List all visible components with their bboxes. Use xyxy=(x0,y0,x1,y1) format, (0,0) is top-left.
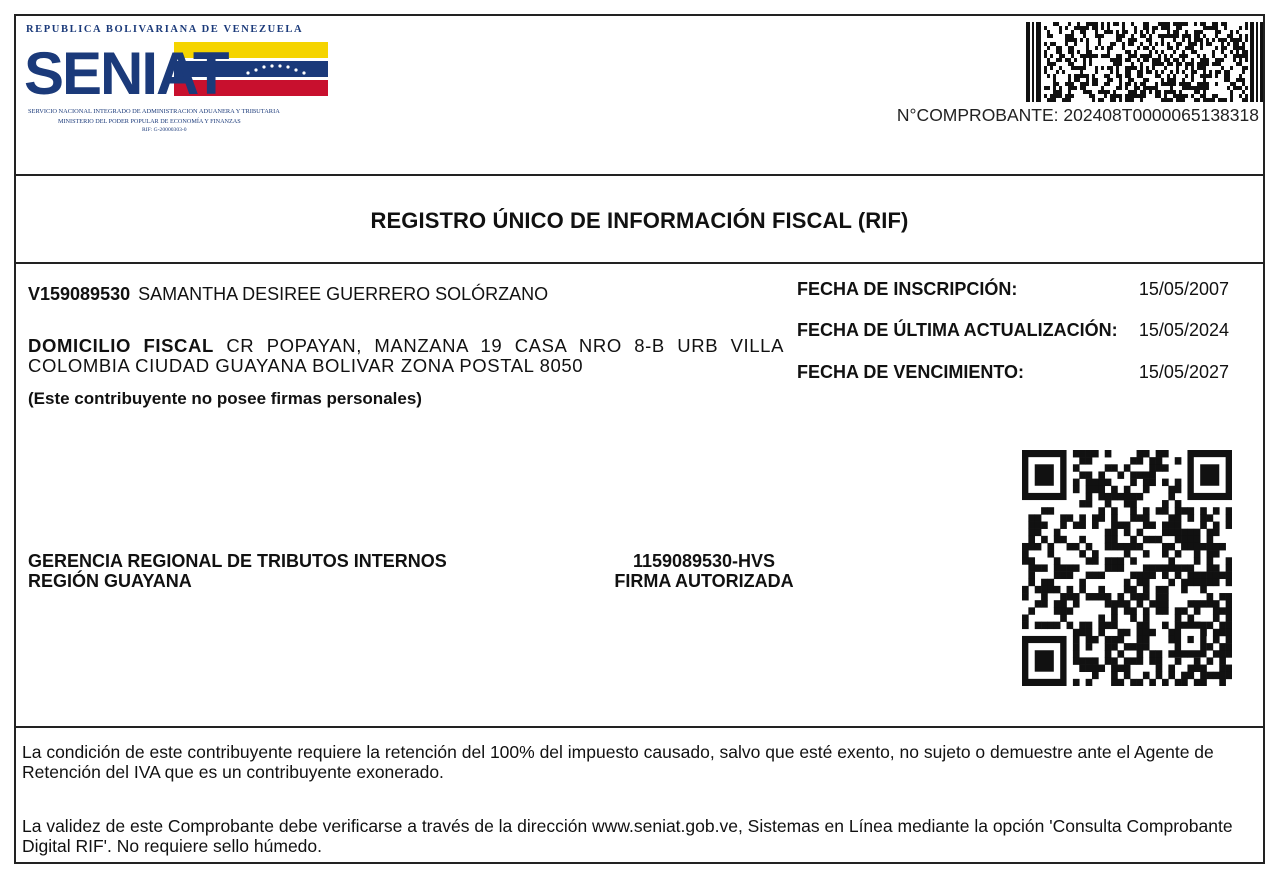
qr-code-icon xyxy=(1022,450,1232,686)
retention-notice: La condición de este contribuyente requiere la retención del 100% del impuesto causado, salvo que esté exento, no sujeto o demuestre ante el Agente de Retención del IVA que es un contribuyente exonerado. xyxy=(22,742,1214,782)
comprobante-number: N°COMPROBANTE: 202408T0000065138318 xyxy=(896,105,1259,125)
logo-acronym: SENIAT xyxy=(24,40,228,102)
regional-office-line2: REGIÓN GUAYANA xyxy=(28,571,192,591)
divider xyxy=(14,726,1265,728)
date-label-vencimiento: FECHA DE VENCIMIENTO: xyxy=(797,362,1025,382)
date-value-inscripcion: 15/05/2007 xyxy=(1138,279,1229,299)
regional-office xyxy=(28,551,447,591)
document-title: REGISTRO ÚNICO DE INFORMACIÓN FISCAL (RIF) xyxy=(370,208,909,233)
fiscal-address xyxy=(28,336,784,376)
barcode-icon xyxy=(1026,22,1263,102)
signature-code: 1159089530-HVS xyxy=(632,551,776,571)
date-label-actualizacion: FECHA DE ÚLTIMA ACTUALIZACIÓN: xyxy=(797,320,1118,340)
divider xyxy=(14,174,1265,176)
signatures-note: (Este contribuyente no posee firmas personales) xyxy=(28,389,422,408)
taxpayer-rif: V159089530 xyxy=(28,284,131,304)
validity-notice: La validez de este Comprobante debe verificarse a través de la dirección www.seniat.gob.ve, Sistemas en Línea mediante la opción 'Consulta Comprobante Digital RIF'. No requiere sello húmedo. xyxy=(22,816,1233,856)
logo-republic-text: REPUBLICA BOLIVARIANA DE VENEZUELA xyxy=(26,24,304,35)
date-value-vencimiento: 15/05/2027 xyxy=(1138,362,1229,382)
logo-service-text: SERVICIO NACIONAL INTEGRADO DE ADMINISTRACION ADUANERA Y TRIBUTARIA xyxy=(28,108,280,115)
logo-rif-text: RIF: G-20000303-0 xyxy=(142,127,187,133)
logo-ministry-text: MINISTERIO DEL PODER POPULAR DE ECONOMÍA Y FINANZAS xyxy=(58,118,241,125)
date-value-actualizacion: 15/05/2024 xyxy=(1138,320,1229,340)
signature-label: FIRMA AUTORIZADA xyxy=(614,571,794,591)
taxpayer-line xyxy=(28,284,548,305)
seniat-logo xyxy=(24,22,334,133)
document-frame xyxy=(14,14,1265,864)
divider xyxy=(14,262,1265,264)
seniat-logo-mark xyxy=(24,36,330,102)
taxpayer-name: SAMANTHA DESIREE GUERRERO SOLÓRZANO xyxy=(138,284,549,304)
authorized-signature xyxy=(560,551,848,591)
date-label-inscripcion: FECHA DE INSCRIPCIÓN: xyxy=(797,279,1018,299)
fiscal-address-label: DOMICILIO FISCAL xyxy=(28,335,214,356)
regional-office-line1: GERENCIA REGIONAL DE TRIBUTOS INTERNOS xyxy=(28,551,447,571)
fiscal-address-value: CR POPAYAN, MANZANA 19 CASA NRO 8-B URB VILLA COLOMBIA CIUDAD GUAYANA BOLIVAR ZONA POSTAL 8050 xyxy=(28,335,785,376)
